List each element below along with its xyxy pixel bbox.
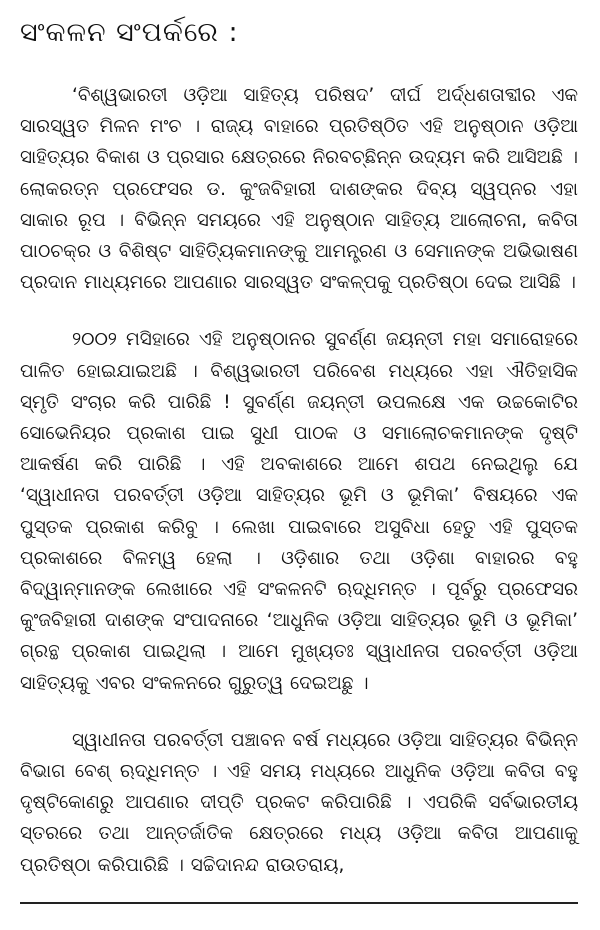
section-heading: ସଂକଳନ ସଂପର୍କରେ : bbox=[20, 17, 239, 48]
paragraph-2: ୨୦୦୨ ମସିହାରେ ଏହି ଅନୁଷ୍ଠାନର ସୁବର୍ଣ୍ଣ ଜୟନ୍ତୀ ମହା ସମାରୋହରେ ପାଳିତ ହୋଇଯାଇଅଛି । ବିଶ୍ୱଭାରତୀ ପରିବେଶ ମଧ୍ୟରେ ଏହା ଐତିହାସିକ ସ୍ମୃତି ସଂଚାର କରି ପାରିଛି ! ସୁବର୍ଣ୍ଣ ଜୟନ୍ତୀ ଉପଲକ୍ଷେ ଏକ ଉଚ୍ଚକୋଟିର ସୋଭେନିୟର ପ୍ରକାଶ ପାଇ ସୁଧୀ ପାଠକ ଓ ସମାଲୋଚକମାନଙ୍କ ଦୃଷ୍ଟି ଆକର୍ଷଣ କରି ପାରିଛି । ଏହି ଅବକାଶରେ ଆମେ ଶପଥ ନେଇଥିଲୁ ଯେ ‘ସ୍ୱାଧୀନତା ପରବର୍ତ୍ତୀ ଓଡ଼ିଆ ସାହିତ୍ୟର ଭୂମି ଓ ଭୂମିକା’ ବିଷୟରେ ଏକ ପୁସ୍ତକ ପ୍ରକାଶ କରିବୁ । ଲେଖା ପାଇବାରେ ଅସୁବିଧା ହେତୁ ଏହି ପୁସ୍ତକ ପ୍ରକାଶରେ ବିଳମ୍ୱ ହେଲା । ଓଡ଼ିଶାର ତଥା ଓଡ଼ିଶା ବାହାରର ବହୁ ବିଦ୍ୱାନ୍‌ମାନଙ୍କ ଲେଖାରେ ଏହି ସଂକଳନଟି ଋଦ୍ଧିମନ୍ତ । ପୂର୍ବରୁ ପ୍ରଫେସର କୁଂଜବିହାରୀ ଦାଶଙ୍କ ସଂପାଦନାରେ ‘ଆଧୁନିକ ଓଡ଼ିଆ ସାହିତ୍ୟର ଭୂମି ଓ ଭୂମିକା’ ଗ୍ରନ୍ଥ ପ୍ରକାଶ ପାଇଥିଲା । ଆମେ ମୁଖ୍ୟତଃ ସ୍ୱାଧୀନତା ପରବର୍ତ୍ତୀ ଓଡ଼ିଆ ସାହିତ୍ୟକୁ ଏବର ସଂକଳନରେ ଗୁରୁତ୍ୱ ଦେଇଅଛୁ । bbox=[20, 329, 578, 694]
footer-rule bbox=[20, 902, 578, 904]
paragraph-1: ‘ବିଶ୍ୱଭାରତୀ ଓଡ଼ିଆ ସାହିତ୍ୟ ପରିଷଦ’ ଦୀର୍ଘ ଅର୍ଦ୍ଧଶତାବ୍ଦୀର ଏକ ସାରସ୍ୱତ ମିଳନ ମଂଚ । ରାଜ୍ୟ ବାହାରେ ପ୍ରତିଷ୍ଠିତ ଏହି ଅନୁଷ୍ଠାନ ଓଡ଼ିଆ ସାହିତ୍ୟର ବିକାଶ ଓ ପ୍ରସାର କ୍ଷେତ୍ରରେ ନିରବଚ୍ଛିନ୍ନ ଉଦ୍ୟମ କରି ଆସିଅଛି । ଲୋକରତ୍ନ ପ୍ରଫେସର ଡ. କୁଂଜବିହାରୀ ଦାଶଙ୍କର ଦିବ୍ୟ ସ୍ୱପ୍ନର ଏହା ସାକାର ରୂପ । ବିଭିନ୍ନ ସମୟରେ ଏହି ଅନୁଷ୍ଠାନ ସାହିତ୍ୟ ଆଲୋଚନା, କବିତା ପାଠଚକ୍ର ଓ ବିଶିଷ୍ଟ ସାହିତ୍ୟିକମାନଙ୍କୁ ଆମନ୍ତ୍ରଣ ଓ ସେମାନଙ୍କ ଅଭିଭାଷଣ ପ୍ରଦାନ ମାଧ୍ୟମରେ ଆପଣାର ସାରସ୍ୱତ ସଂକଳ୍ପକୁ ପ୍ରତିଷ୍ଠା ଦେଇ ଆସିଛି । bbox=[20, 85, 578, 294]
paragraph-3: ସ୍ୱାଧୀନତା ପରବର୍ତ୍ତୀ ପଞ୍ଚାବନ ବର୍ଷ ମଧ୍ୟରେ ଓଡ଼ିଆ ସାହିତ୍ୟର ବିଭିନ୍ନ ବିଭାଗ ବେଶ୍ ଋଦ୍ଧିମନ୍ତ । ଏହି ସମୟ ମଧ୍ୟରେ ଆଧୁନିକ ଓଡ଼ିଆ କବିତା ବହୁ ଦୃଷ୍ଟିକୋଣରୁ ଆପଣାର ଦୀପ୍ତି ପ୍ରକଟ କରିପାରିଛି । ଏପରିକି ସର୍ବଭାରତୀୟ ସ୍ତରରେ ତଥା ଆନ୍ତର୍ଜାତିକ କ୍ଷେତ୍ରରେ ମଧ୍ୟ ଓଡ଼ିଆ କବିତା ଆପଣାକୁ ପ୍ରତିଷ୍ଠା କରିପାରିଛି । ସଚ୍ଚିଦାନନ୍ଦ ରାଉତରାୟ, bbox=[20, 729, 578, 876]
